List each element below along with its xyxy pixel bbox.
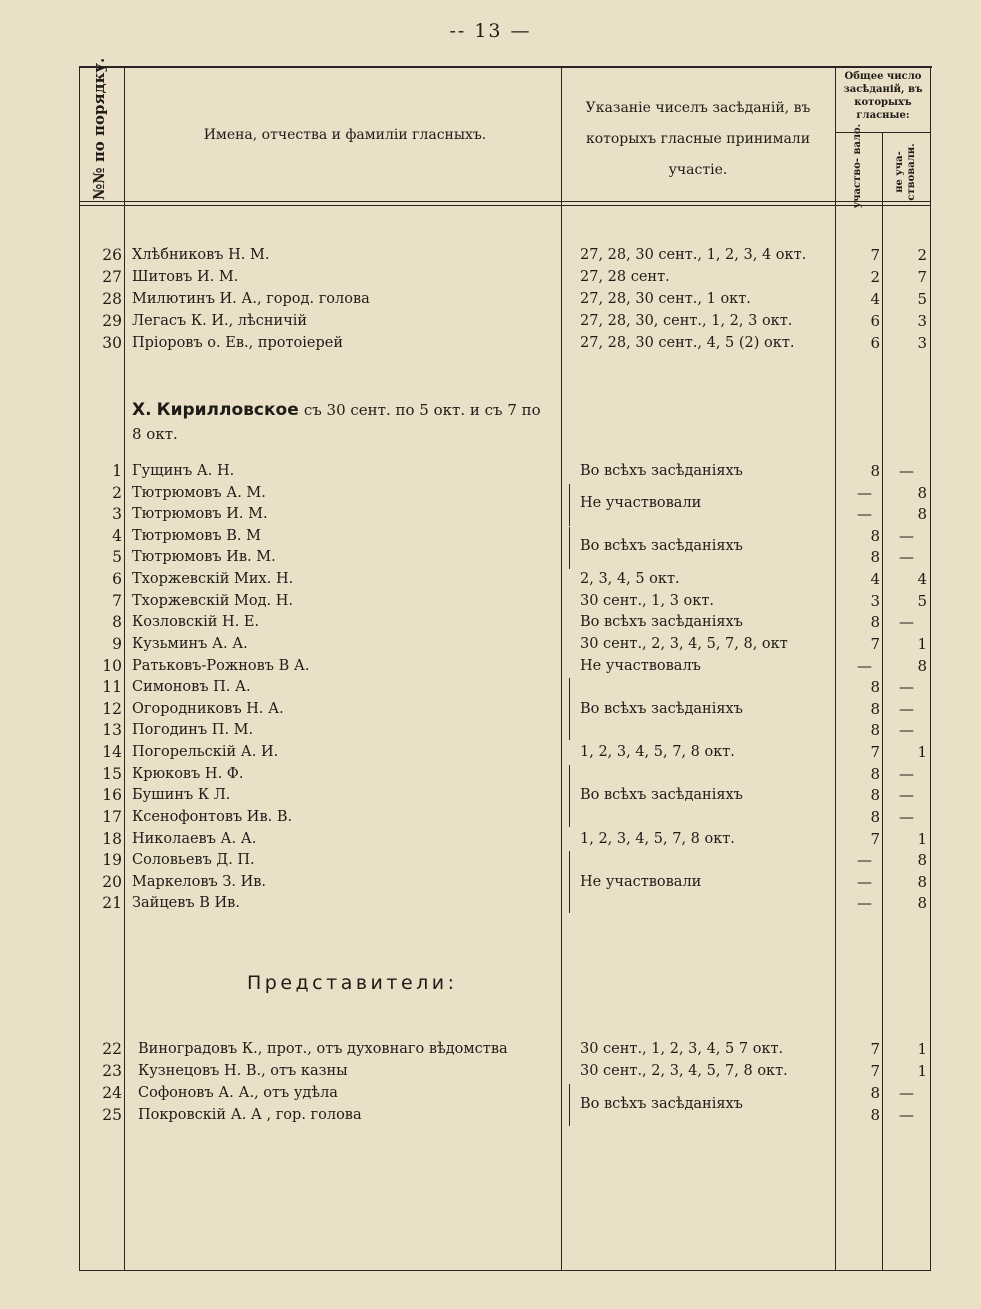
row-number: 19 <box>102 851 122 869</box>
participated-count: 2 <box>870 268 880 286</box>
participated-count: 8 <box>870 548 880 566</box>
absent-count: — <box>899 808 914 826</box>
member-name: Симоновъ П. А. <box>132 679 251 695</box>
header-not-participated: не уча- ствовали. <box>894 143 917 201</box>
member-name: Зайцевъ В Ив. <box>132 895 240 911</box>
participated-count: — <box>857 894 872 912</box>
session-dates: 1, 2, 3, 4, 5, 7, 8 окт. <box>580 831 735 847</box>
member-name: Кузнецовъ Н. В., отъ казны <box>138 1063 348 1079</box>
member-name: Ратьковъ-Рожновъ В А. <box>132 658 310 674</box>
session-dates: Не участвовали <box>580 495 702 511</box>
participated-count: 6 <box>870 312 880 330</box>
participated-count: — <box>857 851 872 869</box>
section-period: съ 30 сент. по 5 окт. и съ 7 по 8 окт. <box>132 401 541 443</box>
member-name: Тхоржевскій Мих. Н. <box>132 571 294 587</box>
row-number: 18 <box>102 830 122 848</box>
member-name: Николаевъ А. А. <box>132 831 257 847</box>
row-number: 9 <box>112 635 122 653</box>
member-name: Козловскій Н. Е. <box>132 614 260 630</box>
row-number: 3 <box>112 505 122 523</box>
grouping-brace <box>569 484 576 526</box>
header-rule <box>79 201 930 202</box>
member-name: Покровскій А. А , гор. голова <box>138 1107 362 1123</box>
row-number: 7 <box>112 592 122 610</box>
session-dates: 30 сент., 1, 3 окт. <box>580 593 714 609</box>
member-name: Тютрюмовъ А. М. <box>132 485 266 501</box>
row-number: 20 <box>102 873 122 891</box>
section-heading-kirillovskoe <box>132 398 552 446</box>
session-dates: 27, 28, 30 сент., 1, 2, 3, 4 окт. <box>580 247 807 263</box>
absent-count: — <box>899 1106 914 1124</box>
row-number: 12 <box>102 700 122 718</box>
absent-count: — <box>899 721 914 739</box>
absent-count: 2 <box>917 246 927 264</box>
header-rule <box>79 205 930 206</box>
participated-count: — <box>857 657 872 675</box>
row-number: 1 <box>112 462 122 480</box>
header-number: №№ по порядку. <box>90 57 108 200</box>
absent-count: 5 <box>917 592 927 610</box>
absent-count: 1 <box>917 743 927 761</box>
session-dates: 27, 28, 30, сент., 1, 2, 3 окт. <box>580 313 793 329</box>
participated-count: 8 <box>870 808 880 826</box>
member-name: Шитовъ И. М. <box>132 269 239 285</box>
absent-count: 1 <box>917 1040 927 1058</box>
member-name: Маркеловъ З. Ив. <box>132 874 267 890</box>
absent-count: 8 <box>917 657 927 675</box>
member-name: Тютрюмовъ И. М. <box>132 506 268 522</box>
participated-count: 8 <box>870 721 880 739</box>
session-dates: 2, 3, 4, 5 окт. <box>580 571 680 587</box>
participated-count: 8 <box>870 1106 880 1124</box>
column-rule <box>835 66 836 1270</box>
participated-count: 7 <box>870 635 880 653</box>
participated-count: 7 <box>870 830 880 848</box>
row-number: 14 <box>102 743 122 761</box>
participated-count: 7 <box>870 1062 880 1080</box>
member-name: Гущинъ А. Н. <box>132 463 235 479</box>
session-dates: 27, 28, 30 сент., 4, 5 (2) окт. <box>580 335 795 351</box>
absent-count: 1 <box>917 635 927 653</box>
member-name: Тхоржевскій Мод. Н. <box>132 593 294 609</box>
member-name: Софоновъ А. А., отъ удѣла <box>138 1085 338 1101</box>
section-prefix: X. <box>132 400 152 420</box>
row-number: 29 <box>102 312 122 330</box>
session-dates: 1, 2, 3, 4, 5, 7, 8 окт. <box>580 744 735 760</box>
absent-count: 3 <box>917 312 927 330</box>
absent-count: — <box>899 527 914 545</box>
grouping-brace <box>569 851 576 913</box>
participated-count: 8 <box>870 678 880 696</box>
session-dates: 30 сент., 1, 2, 3, 4, 5 7 окт. <box>580 1041 784 1057</box>
representatives-heading: Представители: <box>247 972 458 994</box>
participated-count: 8 <box>870 613 880 631</box>
absent-count: — <box>899 462 914 480</box>
row-number: 10 <box>102 657 122 675</box>
absent-count: — <box>899 613 914 631</box>
row-number: 30 <box>102 334 122 352</box>
participated-count: 4 <box>870 570 880 588</box>
grouping-brace <box>569 678 576 740</box>
participated-count: 8 <box>870 700 880 718</box>
row-number: 5 <box>112 548 122 566</box>
row-number: 25 <box>102 1106 122 1124</box>
row-number: 13 <box>102 721 122 739</box>
member-name: Виноградовъ К., прот., отъ духовнаго вѣдомства <box>138 1041 508 1057</box>
absent-count: 8 <box>917 873 927 891</box>
row-number: 8 <box>112 613 122 631</box>
member-name: Огородниковъ Н. А. <box>132 701 284 717</box>
session-dates: Во всѣхъ засѣданіяхъ <box>580 1096 743 1112</box>
grouping-brace <box>569 1084 576 1126</box>
absent-count: — <box>899 548 914 566</box>
grouping-brace <box>569 527 576 569</box>
member-name: Кузьминъ А. А. <box>132 636 248 652</box>
session-dates: Во всѣхъ засѣданіяхъ <box>580 614 743 630</box>
row-number: 16 <box>102 786 122 804</box>
participated-count: 7 <box>870 743 880 761</box>
session-dates: Во всѣхъ засѣданіяхъ <box>580 787 743 803</box>
session-dates: 27, 28, 30 сент., 1 окт. <box>580 291 751 307</box>
member-name: Тютрюмовъ В. М <box>132 528 261 544</box>
row-number: 6 <box>112 570 122 588</box>
participated-count: 8 <box>870 786 880 804</box>
row-number: 2 <box>112 484 122 502</box>
member-name: Крюковъ Н. Ф. <box>132 766 244 782</box>
header-dates: Указаніе чиселъ засѣданій, въ которыхъ гласные принимали участіе. <box>585 100 811 178</box>
session-dates: Во всѣхъ засѣданіяхъ <box>580 463 743 479</box>
row-number: 15 <box>102 765 122 783</box>
participated-count: 7 <box>870 1040 880 1058</box>
absent-count: 8 <box>917 894 927 912</box>
member-name: Хлѣбниковъ Н. М. <box>132 247 270 263</box>
participated-count: 3 <box>870 592 880 610</box>
absent-count: 8 <box>917 851 927 869</box>
row-number: 17 <box>102 808 122 826</box>
row-number: 23 <box>102 1062 122 1080</box>
row-number: 26 <box>102 246 122 264</box>
absent-count: 1 <box>917 830 927 848</box>
participated-count: 8 <box>870 1084 880 1102</box>
grouping-brace <box>569 765 576 827</box>
row-number: 28 <box>102 290 122 308</box>
participated-count: 8 <box>870 527 880 545</box>
session-dates: Не участвовали <box>580 874 702 890</box>
page-number: -- 13 — <box>449 20 532 42</box>
header-participated: участво- вало. <box>852 123 863 209</box>
absent-count: — <box>899 1084 914 1102</box>
participated-count: 8 <box>870 462 880 480</box>
member-name: Погорельскій А. И. <box>132 744 279 760</box>
member-name: Пріоровъ о. Ев., протоіерей <box>132 335 344 351</box>
absent-count: 3 <box>917 334 927 352</box>
member-name: Легасъ К. И., лѣсничій <box>132 313 308 329</box>
table-top-rule <box>79 66 932 68</box>
participated-count: 7 <box>870 246 880 264</box>
session-dates: 27, 28 сент. <box>580 269 670 285</box>
header-total: Общее число засѣданій, въ которыхъ гласные: <box>843 71 923 121</box>
participated-count: — <box>857 873 872 891</box>
participated-count: — <box>857 505 872 523</box>
member-name: Соловьевъ Д. П. <box>132 852 255 868</box>
session-dates: 30 сент., 2, 3, 4, 5, 7, 8, окт <box>580 636 788 652</box>
absent-count: 8 <box>917 505 927 523</box>
session-dates: Во всѣхъ засѣданіяхъ <box>580 701 743 717</box>
section-title: Кирилловское <box>156 400 299 420</box>
column-rule <box>124 66 125 1270</box>
participated-count: — <box>857 484 872 502</box>
row-number: 27 <box>102 268 122 286</box>
member-name: Бушинъ К Л. <box>132 787 231 803</box>
absent-count: — <box>899 786 914 804</box>
absent-count: 4 <box>917 570 927 588</box>
session-dates: 30 сент., 2, 3, 4, 5, 7, 8 окт. <box>580 1063 788 1079</box>
absent-count: — <box>899 700 914 718</box>
session-dates: Во всѣхъ засѣданіяхъ <box>580 538 743 554</box>
absent-count: — <box>899 765 914 783</box>
absent-count: 5 <box>917 290 927 308</box>
member-name: Ксенофонтовъ Ив. В. <box>132 809 293 825</box>
absent-count: 1 <box>917 1062 927 1080</box>
row-number: 21 <box>102 894 122 912</box>
member-name: Тютрюмовъ Ив. М. <box>132 549 276 565</box>
absent-count: 7 <box>917 268 927 286</box>
member-name: Погодинъ П. М. <box>132 722 254 738</box>
participated-count: 4 <box>870 290 880 308</box>
row-number: 22 <box>102 1040 122 1058</box>
header-names: Имена, отчества и фамиліи гласныхъ. <box>203 127 487 143</box>
member-name: Милютинъ И. А., город. голова <box>132 291 370 307</box>
row-number: 11 <box>102 678 122 696</box>
participated-count: 6 <box>870 334 880 352</box>
participated-count: 8 <box>870 765 880 783</box>
row-number: 24 <box>102 1084 122 1102</box>
session-dates: Не участвовалъ <box>580 658 701 674</box>
row-number: 4 <box>112 527 122 545</box>
absent-count: — <box>899 678 914 696</box>
column-rule <box>561 66 562 1270</box>
absent-count: 8 <box>917 484 927 502</box>
